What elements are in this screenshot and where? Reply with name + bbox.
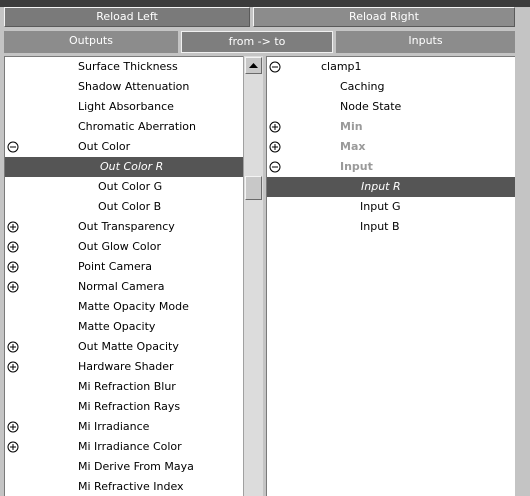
arrow-up-icon — [246, 58, 261, 73]
attribute-label: Out Transparency — [78, 220, 175, 233]
attribute-row[interactable] — [5, 277, 243, 297]
attribute-label: Input G — [360, 200, 401, 213]
attribute-row[interactable] — [5, 237, 243, 257]
attribute-label: Matte Opacity Mode — [78, 300, 189, 313]
window-top-strip — [0, 0, 530, 7]
attribute-row[interactable] — [5, 57, 243, 77]
attribute-row[interactable] — [5, 217, 243, 237]
attribute-label: Node State — [340, 100, 402, 113]
reload-right-button[interactable]: Reload Right — [253, 7, 515, 27]
attribute-label: Out Color B — [98, 200, 162, 213]
attribute-row[interactable] — [5, 437, 243, 457]
collapse-minus-icon[interactable] — [269, 61, 281, 73]
attribute-label: Point Camera — [78, 260, 152, 273]
attribute-row[interactable] — [267, 77, 515, 97]
attribute-label: Shadow Attenuation — [78, 80, 190, 93]
attribute-label: Mi Irradiance Color — [78, 440, 182, 453]
attribute-label: Out Color — [78, 140, 131, 153]
attribute-label: Matte Opacity — [78, 320, 156, 333]
attribute-label: Caching — [340, 80, 385, 93]
attribute-row[interactable] — [5, 117, 243, 137]
attribute-row[interactable] — [5, 297, 243, 317]
attribute-row[interactable] — [5, 377, 243, 397]
from-to-direction-button[interactable]: from -> to — [181, 31, 333, 53]
attribute-row[interactable] — [267, 217, 515, 237]
expand-plus-icon[interactable] — [7, 441, 19, 453]
attribute-row[interactable] — [267, 57, 515, 77]
attribute-label: clamp1 — [321, 60, 362, 73]
attribute-label: Min — [340, 120, 363, 133]
scroll-thumb[interactable] — [245, 176, 262, 200]
attribute-label: Hardware Shader — [78, 360, 174, 373]
reload-left-button[interactable]: Reload Left — [4, 7, 250, 27]
expand-plus-icon[interactable] — [7, 361, 19, 373]
attribute-row[interactable] — [267, 117, 515, 137]
inputs-attribute-list[interactable] — [266, 56, 515, 496]
attribute-label: Out Glow Color — [78, 240, 161, 253]
expand-plus-icon[interactable] — [269, 141, 281, 153]
collapse-minus-icon[interactable] — [269, 161, 281, 173]
attribute-label: Mi Refractive Index — [78, 480, 184, 493]
attribute-label: Max — [340, 140, 366, 153]
expand-plus-icon[interactable] — [7, 281, 19, 293]
attribute-label: Input B — [360, 220, 400, 233]
expand-plus-icon[interactable] — [269, 121, 281, 133]
attribute-row[interactable] — [5, 77, 243, 97]
outputs-scrollbar[interactable] — [243, 56, 263, 496]
attribute-row[interactable] — [267, 157, 515, 177]
attribute-row[interactable] — [5, 257, 243, 277]
expand-plus-icon[interactable] — [7, 221, 19, 233]
collapse-minus-icon[interactable] — [7, 141, 19, 153]
attribute-row[interactable] — [5, 97, 243, 117]
expand-plus-icon[interactable] — [7, 341, 19, 353]
attribute-row[interactable] — [5, 457, 243, 477]
attribute-row[interactable] — [5, 317, 243, 337]
attribute-label: Mi Refraction Blur — [78, 380, 176, 393]
outputs-header-button[interactable]: Outputs — [4, 31, 178, 53]
outputs-attribute-list[interactable] — [4, 56, 243, 496]
attribute-row[interactable] — [267, 197, 515, 217]
attribute-row[interactable] — [267, 177, 515, 197]
attribute-label: Input — [340, 160, 373, 173]
attribute-row[interactable] — [5, 417, 243, 437]
attribute-label: Normal Camera — [78, 280, 165, 293]
attribute-row[interactable] — [5, 157, 243, 177]
attribute-label: Mi Derive From Maya — [78, 460, 194, 473]
attribute-row[interactable] — [5, 137, 243, 157]
expand-plus-icon[interactable] — [7, 261, 19, 273]
attribute-label: Input R — [361, 180, 401, 193]
attribute-row[interactable] — [5, 477, 243, 496]
attribute-row[interactable] — [5, 357, 243, 377]
attribute-label: Mi Irradiance — [78, 420, 150, 433]
attribute-label: Out Color G — [98, 180, 163, 193]
attribute-row[interactable] — [267, 97, 515, 117]
attribute-label: Mi Refraction Rays — [78, 400, 181, 413]
attribute-row[interactable] — [267, 137, 515, 157]
attribute-label: Light Absorbance — [78, 100, 174, 113]
attribute-row[interactable] — [5, 197, 243, 217]
inputs-header-button[interactable]: Inputs — [336, 31, 515, 53]
attribute-label: Surface Thickness — [78, 60, 178, 73]
attribute-label: Chromatic Aberration — [78, 120, 196, 133]
expand-plus-icon[interactable] — [7, 241, 19, 253]
attribute-row[interactable] — [5, 177, 243, 197]
attribute-row[interactable] — [5, 337, 243, 357]
attribute-row[interactable] — [5, 397, 243, 417]
expand-plus-icon[interactable] — [7, 421, 19, 433]
scroll-up-button[interactable] — [245, 57, 262, 74]
attribute-label: Out Matte Opacity — [78, 340, 179, 353]
attribute-label: Out Color R — [100, 160, 164, 173]
